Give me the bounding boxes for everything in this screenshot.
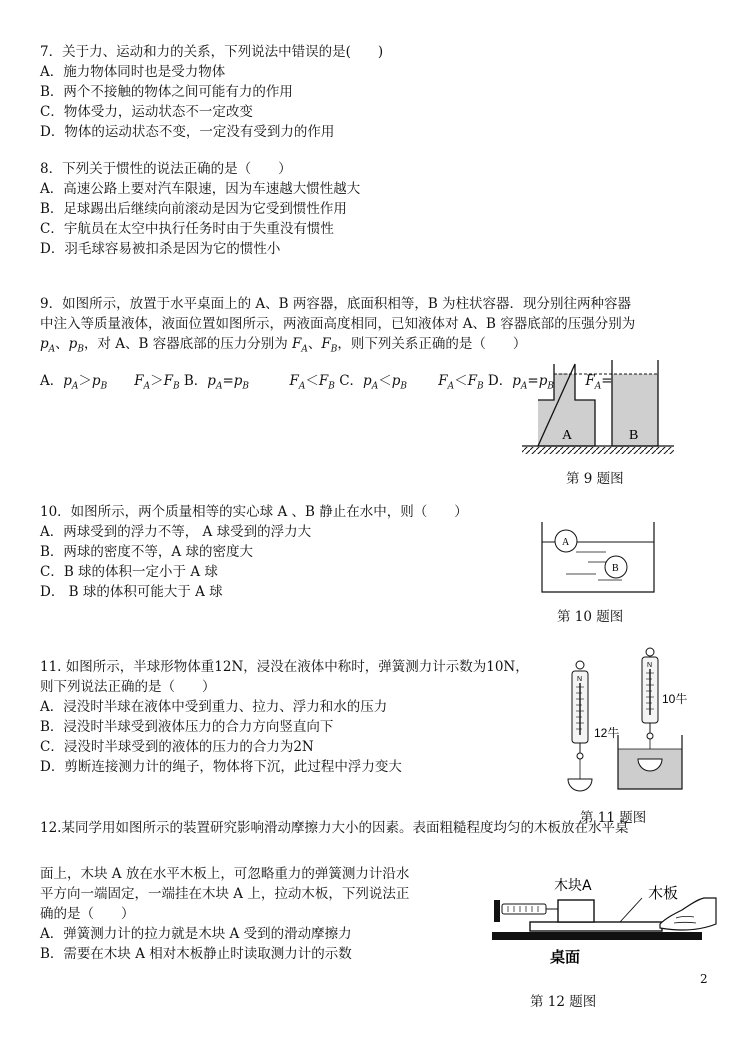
q8-option-d: D．羽毛球容易被扣杀是因为它的惯性小 [40,241,281,257]
q9-line3: $p_A$、$p_B$，对 A、B 容器底部的压力分别为 $F_A$、$F_B$，则下列关系正确的是（ ） [40,336,527,355]
q12-line4: 确的是（ ） [40,906,135,922]
q9-options: A．$p_A>p_B$ $F_A>F_B$ B．$p_A=p_B$ $F_A<F_B$ C．$p_A<p_B$ $F_A<F_B$ D．$p_A=p_B$ $F_A=$ [40,373,613,392]
q11-option-a: A．浸没时半球在液体中受到重力、拉力、浮力和水的压力 [40,699,388,715]
question-9 [40,294,635,360]
block-a [558,900,594,922]
q10-stem: 10．如图所示，两个质量相等的实心球 A 、B 静止在水中，则（ ） [40,504,468,520]
ball-b-label: B [612,563,619,574]
q11-option-d: D．剪断连接测力计的绳子，物体将下沉，此过程中浮力变大 [40,759,402,775]
q7-option-c: C．物体受力，运动状态不一定改变 [40,104,253,120]
left-scale-unit: N [577,676,583,683]
q12-caption: 第 12 题图 [530,994,597,1010]
q7-option-a: A．施力物体同时也是受力物体 [40,64,226,80]
q10-caption: 第 10 题图 [557,609,624,625]
q10-option-b: B．两球的密度不等，A 球的密度大 [40,544,253,560]
ball-a-label: A [562,537,570,548]
question-10 [40,502,468,602]
question-11 [40,657,529,777]
q11-caption: 第 11 题图 [580,810,647,826]
q8-option-c: C．宇航员在太空中执行任务时由于失重没有惯性 [40,221,334,237]
question-7 [40,42,383,142]
right-scale-hook-ring [646,648,654,656]
left-hemisphere [568,779,592,791]
q9-line2: 中注入等质量液体，液面位置如图所示，两液面高度相同，已知液体对 A、B 容器底部的压强分别为 [40,316,636,332]
q12-body [40,864,409,964]
fixed-wall [494,900,500,922]
right-reading: 10牛 [662,692,688,706]
q11-line1: 11. 如图所示，半球形物体重12N，浸没在液体中称时，弹簧测力计示数为10N， [40,659,529,675]
hand-icon [660,898,716,930]
q12-friction-figure [490,870,722,966]
q10-option-c: C．B 球的体积一定小于 A 球 [40,564,218,580]
spring-scale [502,904,546,914]
table-label: 桌面 [550,948,581,966]
q11-spring-scale-figure [536,645,712,803]
q10-balls-figure [536,518,660,598]
block-a-label: 木块A [554,878,592,894]
q10-option-a: A．两球受到的浮力不等， A 球受到的浮力大 [40,524,312,540]
page-number: 2 [700,972,708,986]
q11-option-c: C．浸没时半球受到的液体的压力的合力为2N [40,739,314,755]
left-reading: 12牛 [594,726,620,740]
q9-line1: 9．如图所示，放置于水平桌面上的 A、B 两容器，底面积相等，B 为柱状容器．现分别往两种容器 [40,296,632,312]
question-8 [40,159,360,259]
q11-line2: 则下列说法正确的是（ ） [40,679,216,695]
q7-option-d: D．物体的运动状态不变，一定没有受到力的作用 [40,124,335,140]
q7-option-b: B．两个不接触的物体之间可能有力的作用 [40,84,293,100]
left-scale-hook-ring [576,661,584,669]
question-12 [40,818,720,838]
board-label: 木板 [648,884,679,902]
q9-caption: 第 9 题图 [566,471,624,487]
q10-option-d: D． B 球的体积可能大于 A 球 [40,584,223,600]
q12-line1: 12.某同学用如图所示的装置研究影响滑动摩擦力大小的因素。表面粗糙程度均匀的木板放在水平桌 [40,820,629,836]
table-surface [492,932,702,940]
q9-containers-figure [518,354,678,462]
q11-option-b: B．浸没时半球受到液体压力的合力方向竖直向下 [40,719,334,735]
q8-option-b: B．足球踢出后继续向前滚动是因为它受到惯性作用 [40,201,347,217]
q12-option-a: A．弹簧测力计的拉力就是木块 A 受到的滑动摩擦力 [40,926,352,942]
q7-stem: 7．关于力、运动和力的关系，下列说法中错误的是( ) [40,44,384,60]
q12-option-b: B．需要在木块 A 相对木板静止时读取测力计的示数 [40,946,352,962]
q8-stem: 8．下列关于惯性的说法正确的是（ ） [40,161,292,177]
q8-option-a: A．高速公路上要对汽车限速，因为车速越大惯性越大 [40,181,361,197]
wooden-board [530,922,662,931]
q12-line3: 平方向一端固定，一端挂在木块 A 上，拉动木板，下列说法正 [40,886,410,902]
container-a-label: A [562,428,573,443]
container-b-label: B [629,428,639,443]
q12-line2: 面上，木块 A 放在水平木板上，可忽略重力的弹簧测力计沿水 [40,866,410,882]
right-scale-unit: N [647,662,653,669]
